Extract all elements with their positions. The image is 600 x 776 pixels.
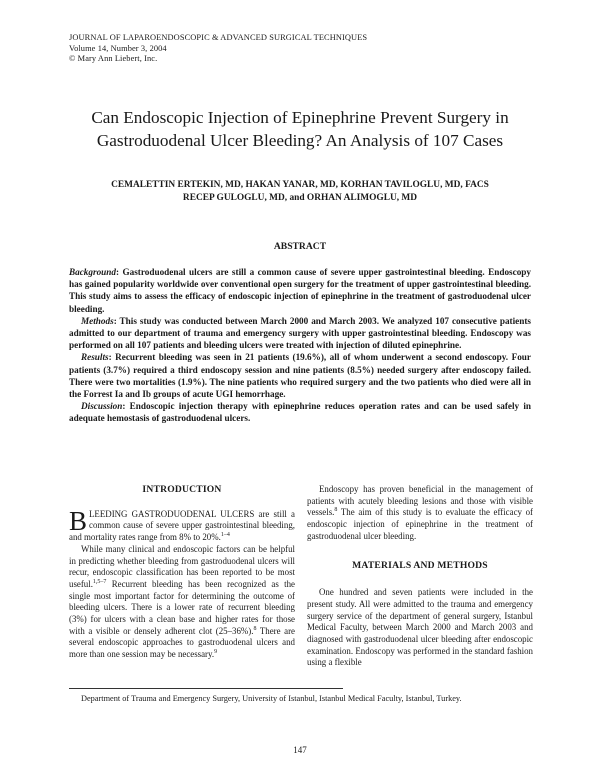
abstract-heading: ABSTRACT <box>273 241 327 252</box>
citation: 1,5–7 <box>92 578 107 585</box>
journal-copyright: © Mary Ann Liebert, Inc. <box>69 54 158 64</box>
background-label: Background <box>69 267 116 277</box>
citation: 8 <box>253 625 257 632</box>
intro-paragraph-2 <box>69 544 295 661</box>
introduction-heading: INTRODUCTION <box>142 484 222 495</box>
intro-p2a-text: While many clinical and endoscopic factors can be helpful in predicting whether bleeding from gastroduodenal ulcers will recur, endoscopic classification has been reported to be most useful. <box>69 543 295 589</box>
methods-heading: MATERIALS AND METHODS <box>352 559 488 571</box>
journal-name: JOURNAL OF LAPAROENDOSCOPIC & ADVANCED SURGICAL TECHNIQUES <box>69 33 368 42</box>
left-column <box>69 484 295 661</box>
intro-p2c-text: There are several endoscopic approaches to gastroduodenal ulcers and more than one session may be necessary. <box>69 625 295 660</box>
page-number: 147 <box>293 745 307 755</box>
discussion-text: : Endoscopic injection therapy with epinephrine reduces operation rates and can be used safely in adequate hemostasis of gastroduodenal ulcers. <box>69 401 531 424</box>
discussion-label: Discussion <box>81 401 123 412</box>
citation: 1–4 <box>220 532 230 539</box>
intro-p3a-text: Endoscopy has proven beneficial in the management of patients with acutely bleeding lesions and those with visible vessels. <box>307 484 533 518</box>
author-list <box>60 179 540 204</box>
intro-paragraph-1 <box>69 505 295 544</box>
abstract-discussion <box>69 400 531 424</box>
intro-paragraph-3 <box>307 484 533 543</box>
intro-small-caps: LEEDING GASTRODUODENAL ULCERS <box>89 508 255 519</box>
intro-p3b-text: The aim of this study is to evaluate the efficacy of endoscopic injection of epinephrine in the treatment of gastroduodenal ulcer bleeding. <box>307 507 533 541</box>
results-label: Results <box>81 352 109 363</box>
methods-paragraph-1: One hundred and seven patients were included in the present study. All were admitted to the trauma and emergency surgery service of the department of general surgery, Istanbul Medical Faculty, between March 2000 and March 2003 and diagnosed with gastroduodenal ulcer bleeding after endoscopic examination. Endoscopy was performed in the standard fashion using a flexible <box>307 587 533 668</box>
journal-header <box>69 33 367 65</box>
journal-volume: Volume 14, Number 3, 2004 <box>69 43 167 53</box>
citation: 9 <box>214 649 218 656</box>
citation: 8 <box>334 507 338 514</box>
drop-cap: B <box>69 505 88 536</box>
abstract-body <box>69 266 531 425</box>
abstract-results <box>69 351 531 400</box>
background-text: : Gastroduodenal ulcers are still a common cause of severe upper gastrointestinal bleeding. Endoscopy has gained popularity worldwide over conventional open surgery for the treatment of upper gastrointestinal bleeding. This study aims to assess the efficacy of endoscopic injection of epinephrine in the treatment of gastroduodenal ulcer bleeding. <box>69 267 531 314</box>
footnote-divider <box>69 688 343 689</box>
affiliation-footnote: Department of Trauma and Emergency Surgery, University of Istanbul, Istanbul Medical Faculty, Istanbul, Turkey. <box>81 694 462 703</box>
authors-line-2: RECEP GULOGLU, MD, and ORHAN ALIMOGLU, MD <box>182 192 418 203</box>
intro-p2b-text: Recurrent bleeding has been recognized as the single most important factor for determining the outcome of bleeding ulcers. There is a lower rate of recurrent bleeding (3%) for ulcers with a clean base and higher rates for those with a visible or densely adherent clot (25–36%). <box>69 578 295 636</box>
abstract-methods <box>69 315 531 352</box>
right-column <box>307 484 533 669</box>
abstract-background <box>69 266 531 315</box>
results-text: : Recurrent bleeding was seen in 21 patients (19.6%), all of whom underwent a second endoscopy. Four patients (3.7%) required a third endoscopy session and nine patients (8.5%) needed surgery after endoscopy failed. There were two mortalities (1.9%). The nine patients who required surgery and the two patients who died were all in the Forrest Ia and Ib groups of acute UGI hemorrhage. <box>69 352 531 400</box>
intro-p1-text: are still a common cause of severe upper gastrointestinal bleeding, and mortality rates range from 8% to 20%. <box>69 508 295 543</box>
methods-label: Methods <box>81 315 114 326</box>
authors-line-1: CEMALETTIN ERTEKIN, MD, HAKAN YANAR, MD, KORHAN TAVILOGLU, MD, FACS <box>111 180 489 190</box>
article-title: Can Endoscopic Injection of Epinephrine Prevent Surgery in Gastroduodenal Ulcer Bleeding? An Analysis of 107 Cases <box>91 108 509 150</box>
methods-text: : This study was conducted between March 2000 and March 2003. We analyzed 107 consecutive patients admitted to our department of trauma and emergency surgery with upper gastrointestinal bleeding. Endoscopy was performed on all 107 patients and bleeding ulcers were treated with injection of diluted epinephrine. <box>69 315 531 351</box>
